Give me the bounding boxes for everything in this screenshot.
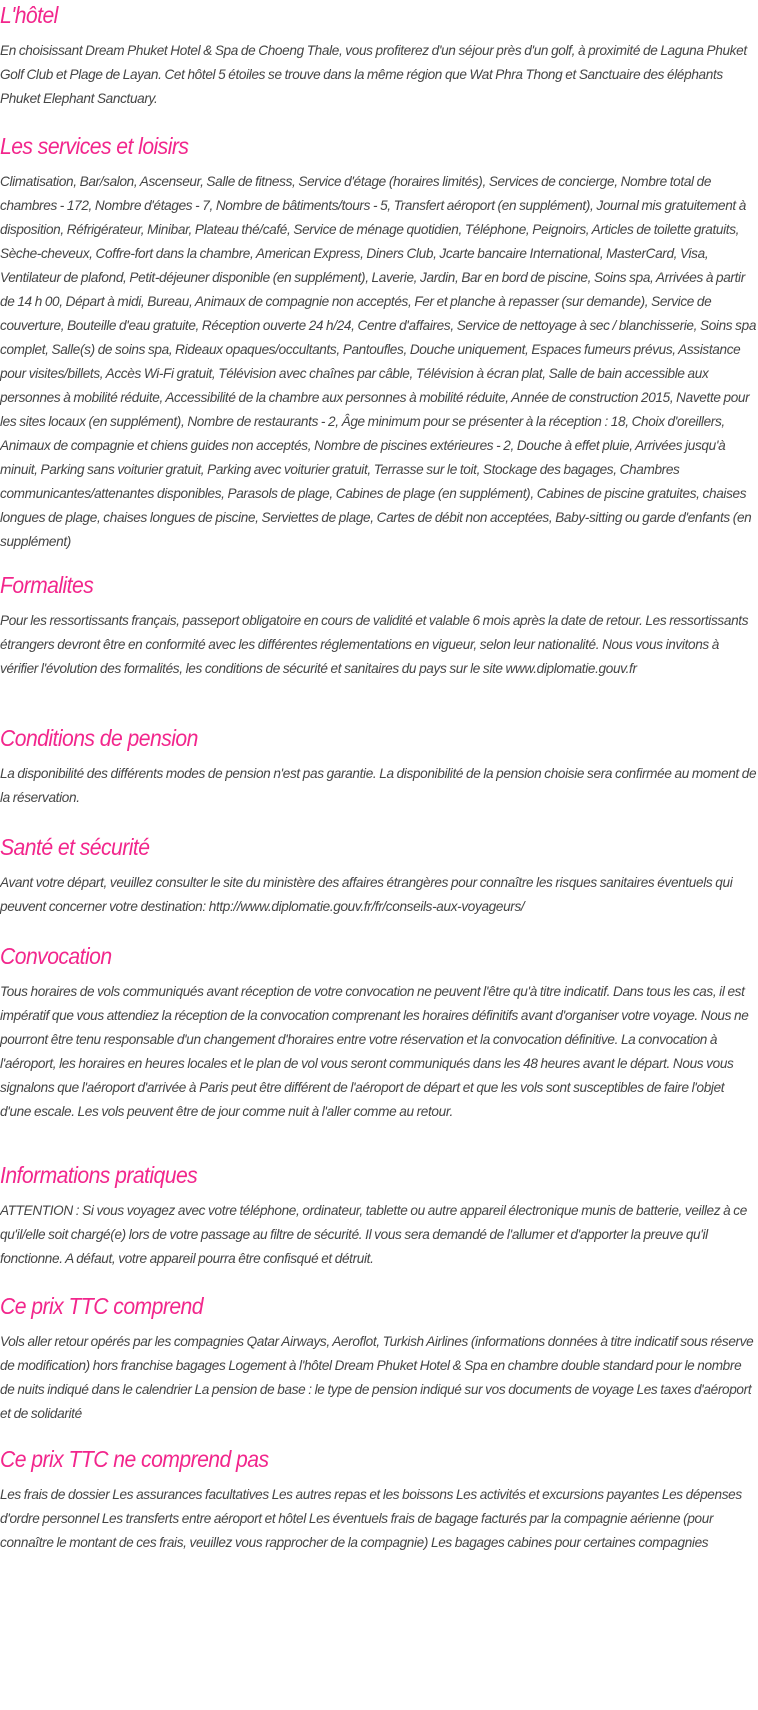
section-title-informations-pratiques: Informations pratiques [0,1162,198,1188]
section-title-convocation: Convocation [0,943,112,969]
section-conditions-pension [0,723,758,810]
section-prix-ne-comprend-pas [0,1444,758,1555]
section-body-hotel: En choisissant Dream Phuket Hotel & Spa de Choeng Thale, vous profiterez d'un séjour près d'un golf, à proximité de Laguna Phuket Golf Club et Plage de Layan. Cet hôtel 5 étoiles se trouve dans la même région que Wat Phra Thong et Sanctuaire des éléphants Phuket Elephant Sanctuary. [0,43,747,106]
section-sante-securite [0,832,758,919]
section-body-services-loisirs: Climatisation, Bar/salon, Ascenseur, Salle de fitness, Service d'étage (horaires limités), Services de concierge, Nombre total de chambres - 172, Nombre d'étages - 7, Nombre de bâtiments/tours - 5, Transfert aéroport (en supplément), Journal mis gratuitement à disposition, Réfrigérateur, Minibar, Plateau thé/café, Service de ménage quotidien, Téléphone, Peignoirs, Articles de toilette gratuits, Sèche-cheveux, Coffre-fort dans la chambre, American Express, Diners Club, Jcarte bancaire International, MasterCard, Visa, Ventilateur de plafond, Petit-déjeuner disponible (en supplément), Laverie, Jardin, Bar en bord de piscine, Soins spa, Arrivées à partir de 14 h 00, Départ à midi, Bureau, Animaux de compagnie non acceptés, Fer et planche à repasser (sur demande), Service de couverture, Bouteille d'eau gratuite, Réception ouverte 24 h/24, Centre d'affaires, Service de nettoyage à sec / blanchisserie, Soins spa complet, Salle(s) de soins spa, Rideaux opaques/occultants, Pantoufles, Douche uniquement, Espaces fumeurs prévus, Assistance pour visites/billets, Accès Wi-Fi gratuit, Télévision avec chaînes par câble, Télévision à écran plat, Salle de bain accessible aux personnes à mobilité réduite, Accessibilité de la chambre aux personnes à mobilité réduite, Année de construction 2015, Navette pour les sites locaux (en supplément), Nombre de restaurants - 2, Âge minimum pour se présenter à la réception : 18, Choix d'oreillers, Animaux de compagnie et chiens guides non acceptés, Nombre de piscines extérieures - 2, Douche à effet pluie, Arrivées jusqu'à minuit, Parking sans voiturier gratuit, Parking avec voiturier gratuit, Terrasse sur le toit, Stockage des bagages, Chambres communicantes/attenantes disponibles, Parasols de plage, Cabines de plage (en supplément), Cabines de piscine gratuites, chaises longues de plage, chaises longues de piscine, Serviettes de plage, Cartes de débit non acceptées, Baby-sitting ou garde d'enfants (en supplément) [0,174,757,549]
section-title-services-loisirs: Les services et loisirs [0,133,189,159]
section-title-formalites: Formalites [0,572,94,598]
section-hotel [0,0,758,111]
section-title-sante-securite: Santé et sécurité [0,834,150,860]
section-body-informations-pratiques: ATTENTION : Si vous voyagez avec votre téléphone, ordinateur, tablette ou autre appareil électronique munis de batterie, veillez à ce qu'il/elle soit chargé(e) lors de votre passage au filtre de sécurité. Il vous sera demandé de l'allumer et d'apporter la preuve qu'il fonctionne. A défaut, votre appareil pourra être confisqué et détruit. [0,1203,747,1266]
section-services-loisirs [0,131,758,554]
section-body-sante-securite: Avant votre départ, veuillez consulter le site du ministère des affaires étrangères pour connaître les risques sanitaires éventuels qui peuvent concerner votre destination: http://www.diplomatie.gouv.fr/fr/conseils-aux-voyageurs/ [0,875,733,914]
section-body-conditions-pension: La disponibilité des différents modes de pension n'est pas garantie. La disponibilité de la pension choisie sera confirmée au moment de la réservation. [0,766,757,805]
section-body-formalites: Pour les ressortissants français, passeport obligatoire en cours de validité et valable 6 mois après la date de retour. Les ressortissants étrangers devront être en conformité avec les différentes réglementations en vigueur, selon leur nationalité. Nous vous invitons à vérifier l'évolution des formalités, les conditions de sécurité et sanitaires du pays sur le site www.diplomatie.gouv.fr [0,613,749,676]
section-title-prix-comprend: Ce prix TTC comprend [0,1293,203,1319]
section-convocation [0,941,758,1124]
section-formalites [0,570,758,681]
section-body-prix-comprend: Vols aller retour opérés par les compagnies Qatar Airways, Aeroflot, Turkish Airlines (informations données à titre indicatif sous réserve de modification) hors franchise bagages Logement à l'hôtel Dream Phuket Hotel & Spa en chambre double standard pour le nombre de nuits indiqué dans le calendrier La pension de base : le type de pension indiqué sur vos documents de voyage Les taxes d'aéroport et de solidarité [0,1334,754,1421]
section-body-prix-ne-comprend-pas: Les frais de dossier Les assurances facultatives Les autres repas et les boissons Les activités et excursions payantes Les dépenses d'ordre personnel Les transferts entre aéroport et hôtel Les éventuels frais de bagage facturés par la compagnie aérienne (pour connaître le montant de ces frais, veuillez vous rapprocher de la compagnie) Les bagages cabines pour certaines compagnies [0,1487,742,1550]
section-title-hotel: L'hôtel [0,2,58,28]
section-title-conditions-pension: Conditions de pension [0,725,198,751]
section-prix-comprend [0,1291,758,1426]
section-informations-pratiques [0,1160,758,1271]
section-title-prix-ne-comprend-pas: Ce prix TTC ne comprend pas [0,1446,269,1472]
section-body-convocation: Tous horaires de vols communiqués avant réception de votre convocation ne peuvent l'être qu'à titre indicatif. Dans tous les cas, il est impératif que vous attendiez la réception de la convocation comprenant les horaires définitifs avant d'organiser votre voyage. Nous ne pourront être tenu responsable d'un changement d'horaires entre votre réservation et la convocation définitive. La convocation à l'aéroport, les horaires en heures locales et le plan de vol vous seront communiqués dans les 48 heures avant le départ. Nous vous signalons que l'aéroport d'arrivée à Paris peut être différent de l'aéroport de départ et que les vols sont susceptibles de faire l'objet d'une escale. Les vols peuvent être de jour comme nuit à l'aller comme au retour. [0,984,749,1119]
